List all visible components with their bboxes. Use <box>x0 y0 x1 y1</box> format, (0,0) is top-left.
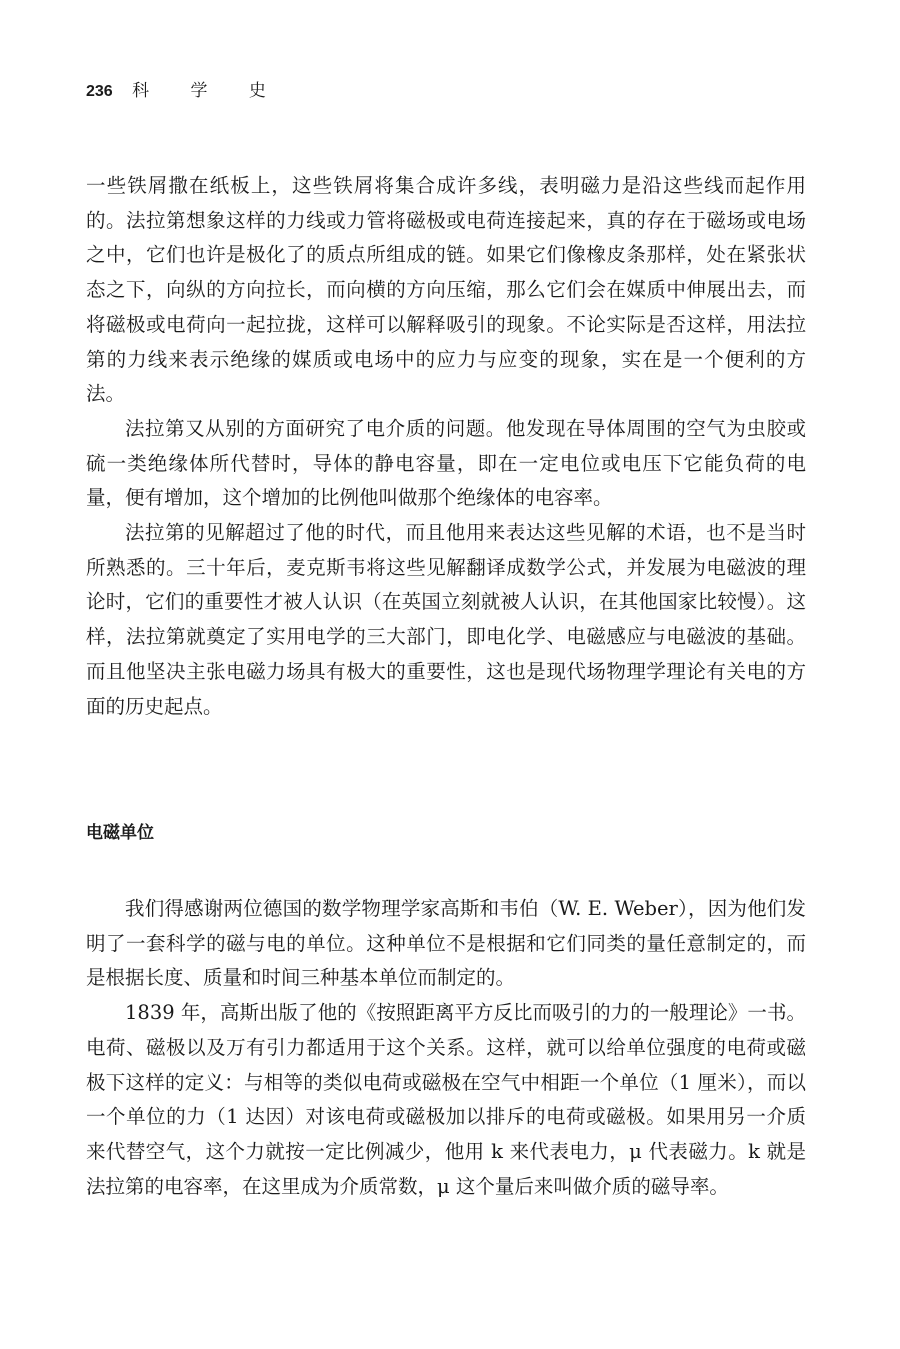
paragraph: 我们得感谢两位德国的数学物理学家高斯和韦伯（W. E. Weber），因为他们发明了一套科学的磁与电的单位。这种单位不是根据和它们同类的量任意制定的，而是根据长度、质量和时间三种基本单位而制定的。 <box>86 897 806 990</box>
page-number: 236 <box>86 83 113 100</box>
section-body-1 <box>86 169 806 724</box>
running-title: 科 学 史 <box>132 81 284 101</box>
paragraph: 一些铁屑撒在纸板上，这些铁屑将集合成许多线，表明磁力是沿这些线而起作用的。法拉第想象这样的力线或力管将磁极或电荷连接起来，真的存在于磁场或电场之中，它们也许是极化了的质点所组成的链。如果它们像橡皮条那样，处在紧张状态之下，向纵的方向拉长，而向横的方向压缩，那么它们会在媒质中伸展出去，而将磁极或电荷向一起拉拢，这样可以解释吸引的现象。不论实际是否这样，用法拉第的力线来表示绝缘的媒质或电场中的应力与应变的现象，实在是一个便利的方法。 <box>86 174 806 406</box>
section-body-2 <box>86 892 806 1204</box>
section-heading: 电磁单位 <box>86 823 154 843</box>
paragraph: 法拉第的见解超过了他的时代，而且他用来表达这些见解的术语，也不是当时所熟悉的。三十年后，麦克斯韦将这些见解翻译成数学公式，并发展为电磁波的理论时，它们的重要性才被人认识（在英国立刻就被人认识，在其他国家比较慢）。这样，法拉第就奠定了实用电学的三大部门，即电化学、电磁感应与电磁波的基础。而且他坚决主张电磁力场具有极大的重要性，这也是现代场物理学理论有关电的方面的历史起点。 <box>86 521 806 718</box>
paragraph: 法拉第又从别的方面研究了电介质的问题。他发现在导体周围的空气为虫胶或硫一类绝缘体所代替时，导体的静电容量，即在一定电位或电压下它能负荷的电量，便有增加，这个增加的比例他叫做那个绝缘体的电容率。 <box>86 416 806 510</box>
paragraph: 1839 年，高斯出版了他的《按照距离平方反比而吸引的力的一般理论》一书。电荷、磁极以及万有引力都适用于这个关系。这样，就可以给单位强度的电荷或磁极下这样的定义：与相等的类似电荷或磁极在空气中相距一个单位（1 厘米），而以一个单位的力（1 达因）对该电荷或磁极加以排斥的电荷或磁极。如果用另一介质来代替空气，这个力就按一定比例减少，他用 k 来代表电力，μ 代表磁力。k 就是法拉第的电容率，在这里成为介质常数，μ 这个量后来叫做介质的磁导率。 <box>86 1001 806 1198</box>
running-header <box>86 76 284 101</box>
